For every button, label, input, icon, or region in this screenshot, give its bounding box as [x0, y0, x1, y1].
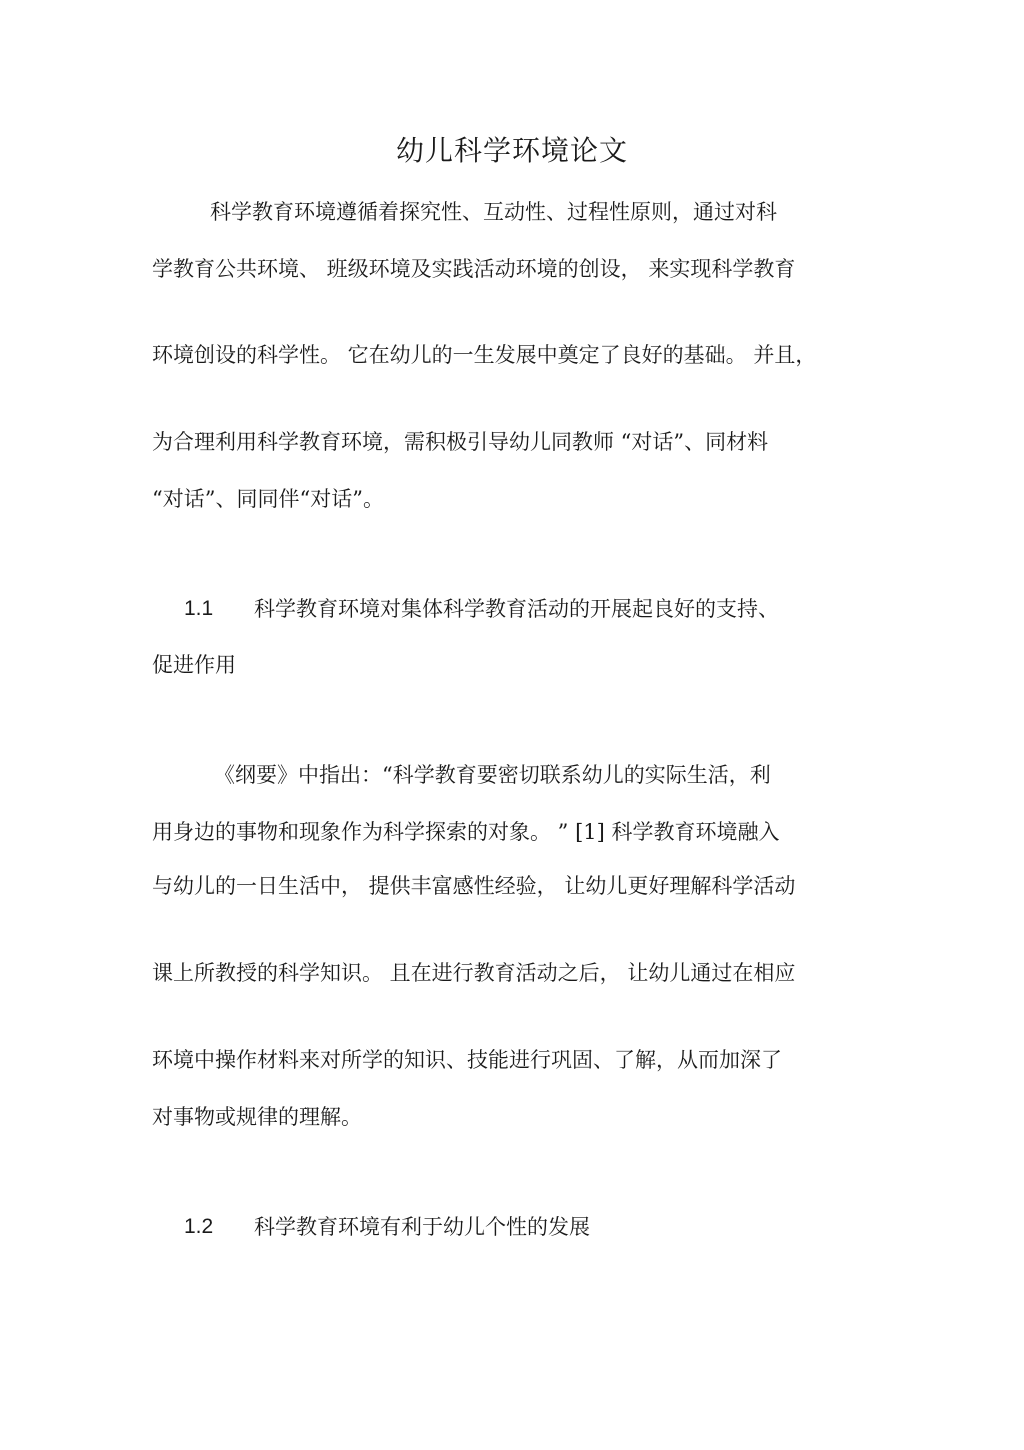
- paragraph-2-line-1: 《纲要》中指出：“科学教育要密切联系幼儿的实际生活，利: [214, 763, 771, 787]
- paragraph-2-line-5: 环境中操作材料来对所学的知识、技能进行巩固、了解，从而加深了: [152, 1048, 782, 1072]
- paragraph-2-line-6: 对事物或规律的理解。: [152, 1105, 362, 1129]
- paragraph-1-line-2: 学教育公共环境、 班级环境及实践活动环境的创设， 来实现科学教育: [152, 257, 796, 281]
- paragraph-1-line-5: “对话”、同同伴“对话”。: [152, 487, 384, 511]
- paragraph-2-line-2: 用身边的事物和现象作为科学探索的对象。 ” [1] 科学教育环境融入: [152, 820, 780, 844]
- paragraph-2-line-4: 课上所教授的科学知识。 且在进行教育活动之后， 让幼儿通过在相应: [152, 961, 796, 985]
- document-title: 幼儿科学环境论文: [395, 134, 628, 167]
- section-1-1-title: 科学教育环境对集体科学教育活动的开展起良好的支持、: [254, 597, 779, 621]
- paragraph-2-line-3: 与幼儿的一日生活中， 提供丰富感性经验， 让幼儿更好理解科学活动: [152, 874, 796, 898]
- paragraph-1-line-3: 环境创设的科学性。 它在幼儿的一生发展中奠定了良好的基础。 并且，: [152, 343, 817, 367]
- section-1-2-number: 1.2: [184, 1215, 214, 1238]
- paragraph-1-line-4: 为合理利用科学教育环境，需积极引导幼儿同教师 “对话”、同材料: [152, 430, 769, 454]
- section-1-2-title: 科学教育环境有利于幼儿个性的发展: [254, 1215, 590, 1239]
- paragraph-1-line-1: 科学教育环境遵循着探究性、互动性、过程性原则，通过对科: [210, 200, 777, 224]
- section-1-1-number: 1.1: [184, 597, 214, 620]
- section-1-1-title-continued: 促进作用: [152, 653, 236, 677]
